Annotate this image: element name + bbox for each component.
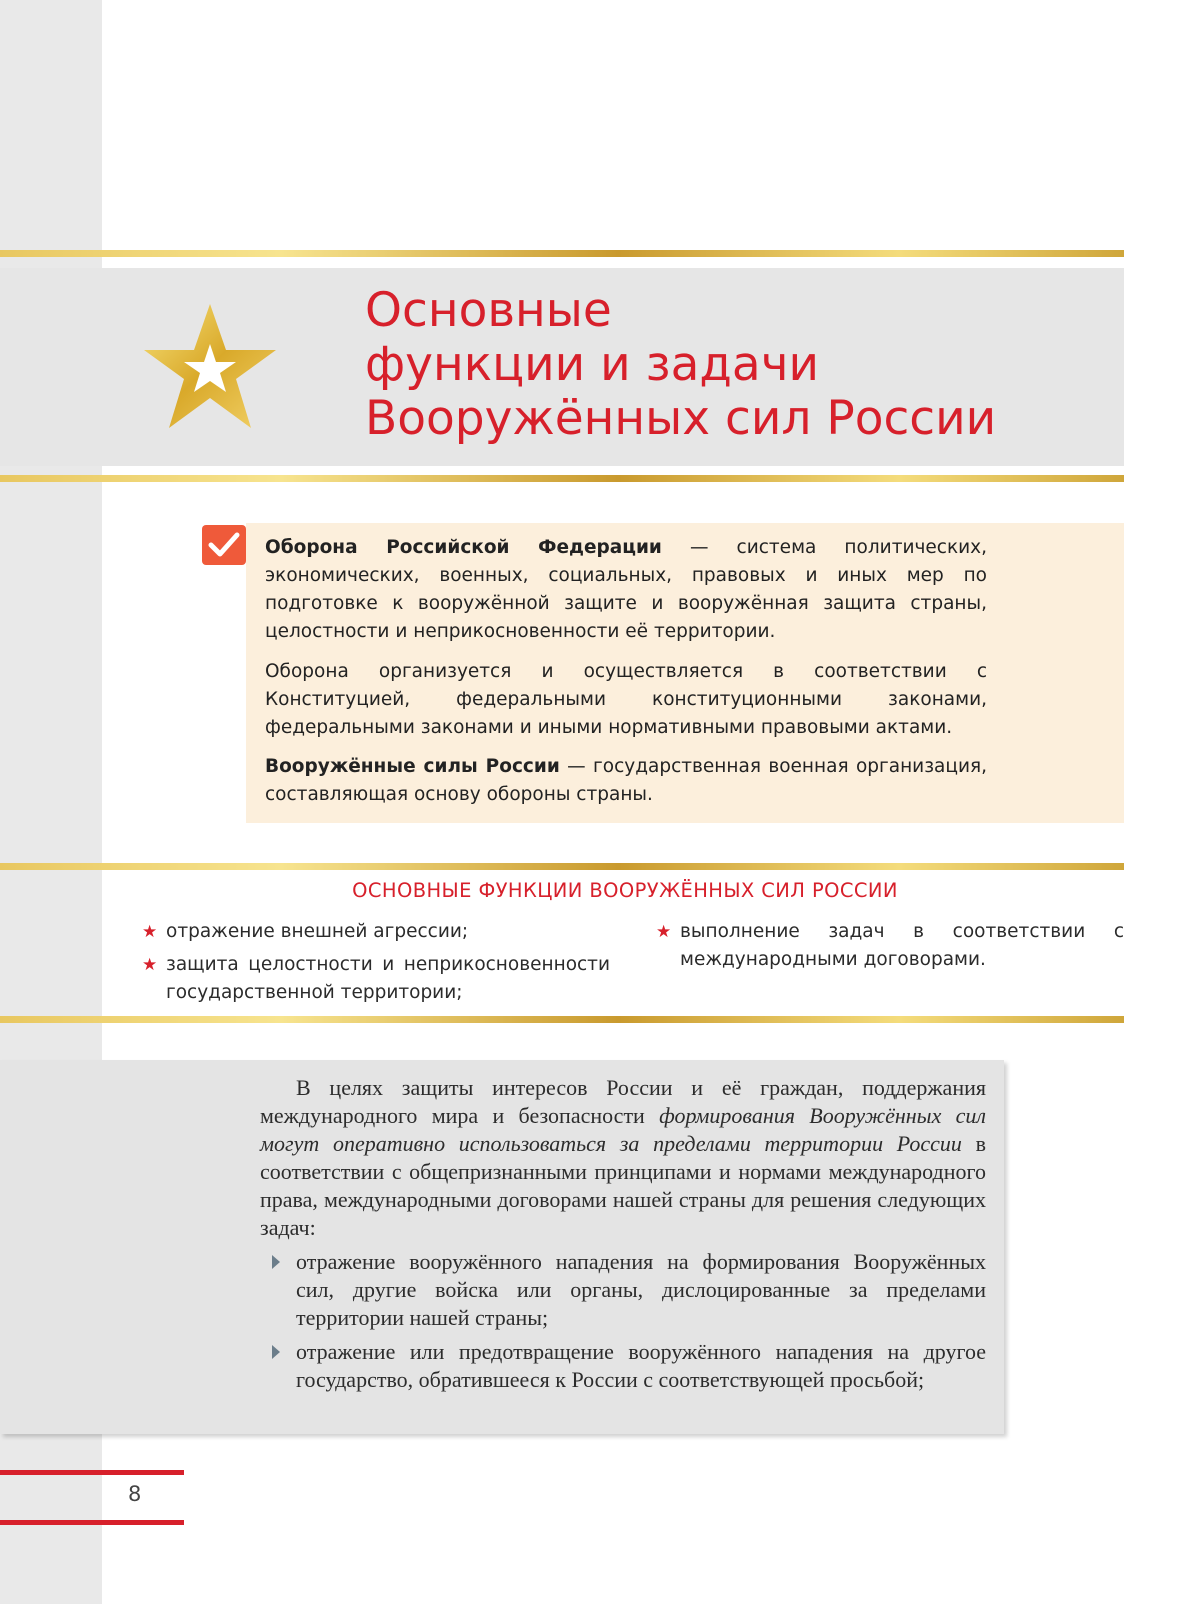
definition-organization: Оборона организуется и осуществляется в соответствии с Конституцией, федеральными конституционными законами, федеральными законами и иными нормативными правовыми актами.	[265, 661, 987, 738]
tasks-intro: В целях защиты интересов России и её граждан, поддержания международного мира и безопасности формирования Вооружённых сил могут оперативно использоваться за пределами территории России в соответствии с общепризнанными принципами и нормами международного права, международными договорами нашей страны для решения следующих задач:	[260, 1075, 987, 1240]
functions-heading: ОСНОВНЫЕ ФУНКЦИИ ВООРУЖЁННЫХ СИЛ РОССИИ	[352, 879, 898, 902]
definition-defense-text: — система политических, экономических, военных, социальных, правовых и иных мер по подготовке к вооружённой защите и вооружённая защита страны, целостности и неприкосновенности её территории.	[265, 537, 987, 642]
functions-list-left	[142, 918, 610, 1012]
definition-armed-forces-text: — государственная военная организация, составляющая основу обороны страны.	[265, 756, 987, 805]
list-item: ★ защита целостности и неприкосновенности государственной территории;	[166, 951, 610, 1007]
definition-defense	[265, 534, 987, 646]
term-armed-forces: Вооружённые силы России	[265, 756, 560, 777]
list-item: ★ отражение внешней агрессии;	[166, 918, 610, 946]
list-item: ★ выполнение задач в соответствии с международными договорами.	[680, 918, 1124, 974]
task-item: отражение или предотвращение вооружённого нападения на другое государство, обратившееся к России с соответствующей просьбой;	[296, 1338, 986, 1394]
red-line-bottom	[0, 1520, 184, 1525]
red-line-top	[0, 1470, 184, 1475]
tasks-intro-emphasis: формирования Вооружённых сил могут оперативно использоваться за пределами территории России	[260, 1103, 986, 1156]
triangle-bullet-icon	[272, 1345, 280, 1359]
task-item: отражение вооружённого нападения на формирования Вооружённых сил, другие войска или органы, дислоцированные за пределами территории нашей страны;	[296, 1248, 986, 1332]
definition-armed-forces	[265, 753, 987, 809]
red-star-icon: ★	[142, 922, 158, 942]
checkmark-icon	[200, 523, 248, 567]
page-title: Основные функции и задачи Вооружённых сил России	[365, 283, 997, 446]
red-star-icon: ★	[656, 922, 672, 942]
triangle-bullet-icon	[272, 1255, 280, 1269]
gold-divider-title-bottom	[0, 475, 1124, 482]
red-star-icon: ★	[142, 955, 158, 975]
gold-divider-functions-bottom	[0, 1016, 1124, 1023]
gold-star-icon	[140, 300, 280, 432]
functions-list-right	[656, 918, 1124, 979]
page-number: 8	[128, 1482, 142, 1506]
gold-divider-top	[0, 250, 1124, 257]
gold-divider-functions-top	[0, 863, 1124, 870]
term-defense: Оборона Российской Федерации	[265, 537, 662, 558]
